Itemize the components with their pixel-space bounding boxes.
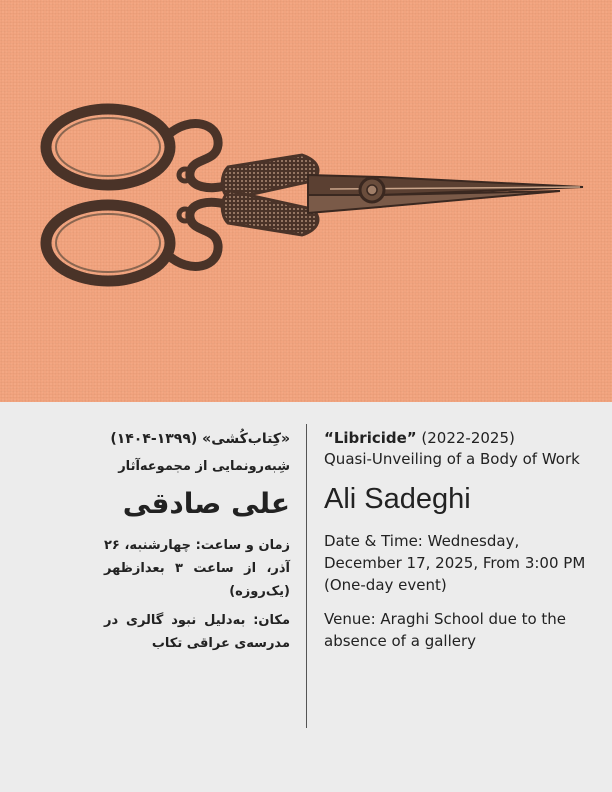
column-divider [306,424,307,728]
english-date-time: Date & Time: Wednesday, December 17, 2025, From 3:00 PM (One-day event) [324,532,586,594]
persian-column [104,428,290,655]
english-title [324,428,596,449]
english-title-years: (2022-2025) [416,429,515,447]
english-venue: Venue: Araghi School due to the absence of a gallery [324,610,567,650]
persian-date-time: زمان و ساعت: چهارشنبه، ۲۶ آذر، از ساعت ۳ بعدازظهر (یک‌روزه) [104,538,291,599]
english-artist-name: Ali Sadeghi [324,483,471,515]
scissors-illustration [40,95,590,295]
persian-subtitle: شِبه‌رونمایی از مجموعه‌آثار [118,459,290,474]
persian-artist-name: علی صادقی [122,487,290,520]
english-subtitle: Quasi-Unveiling of a Body of Work [324,450,580,468]
persian-venue: مکان: به‌دلیل نبود گالری در مدرسه‌ی عراقی تکاب [104,613,290,651]
english-title-main: “Libricide” [324,429,417,447]
persian-title: «کِتاب‌کُشی» (۱۳۹۹-۱۴۰۴) [110,431,290,447]
english-column [324,428,596,652]
